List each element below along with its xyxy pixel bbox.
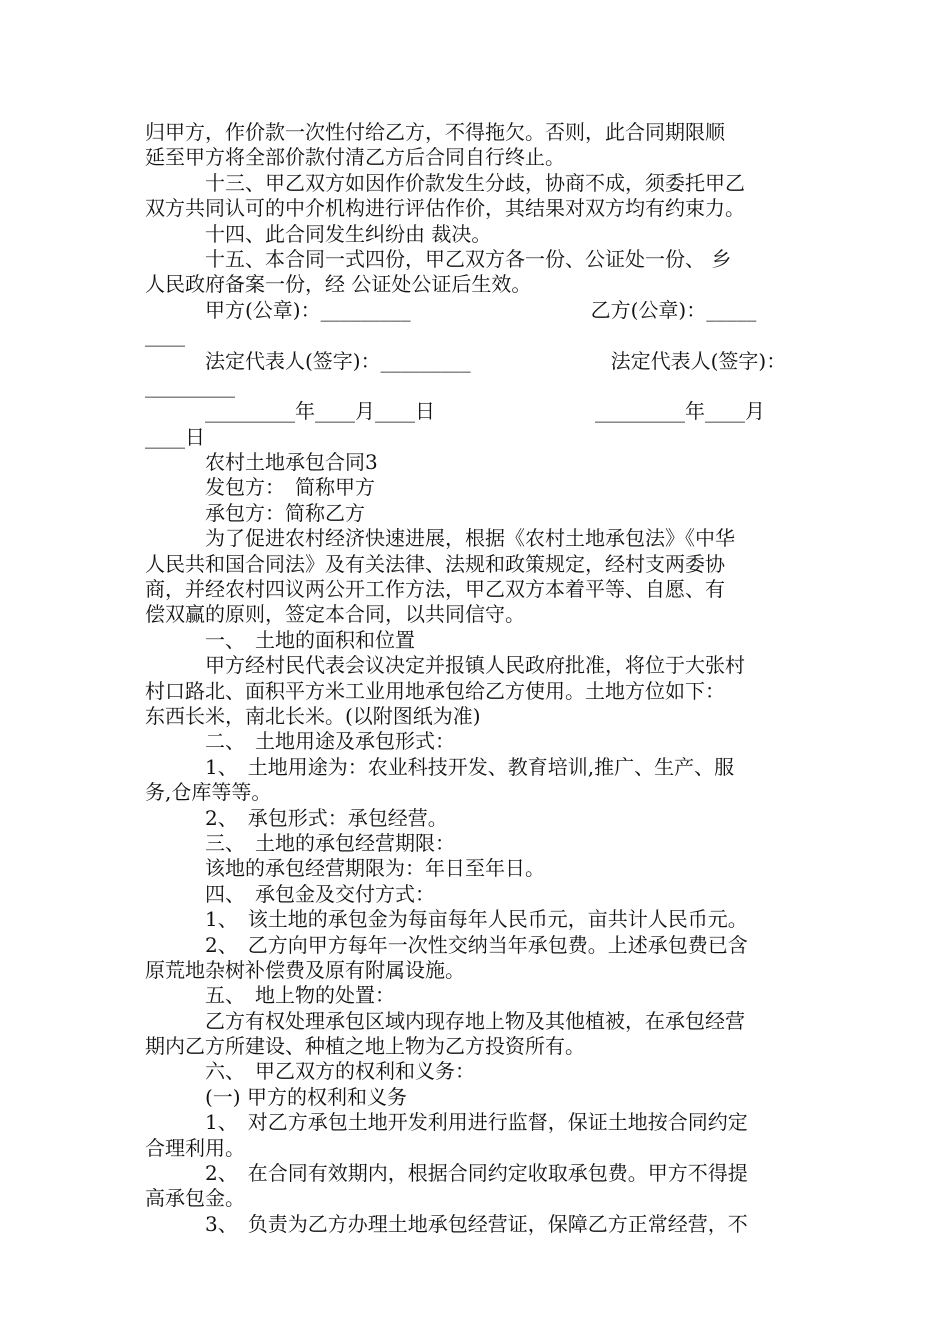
text-line: 十四、此合同发生纠纷由 裁决。 <box>145 221 492 246</box>
text-line: 延至甲方将全部价款付清乙方后合同自行终止。 <box>145 145 565 170</box>
document-body <box>145 120 810 1237</box>
section-heading: 四、 承包金及交付方式： <box>145 881 435 906</box>
text-line: 偿双赢的原则，签定本合同，以共同信守。 <box>145 602 525 627</box>
text-line: _________ <box>145 373 235 398</box>
section-heading: 三、 土地的承包经营期限： <box>145 830 455 855</box>
text-line: 合理利用。 <box>145 1135 245 1160</box>
text-line: 商，并经农村四议两公开工作方法，甲乙双方本着平等、自愿、有 <box>145 577 725 602</box>
text-line: 1、 对乙方承包土地开发利用进行监督，保证土地按合同约定 <box>145 1110 748 1135</box>
text-line: 归甲方，作价款一次性付给乙方，不得拖欠。否则，此合同期限顺 <box>145 120 725 144</box>
text-line: 十五、本合同一式四份，甲乙双方各一份、公证处一份、 乡 <box>145 246 732 271</box>
text-line: 3、 负责为乙方办理土地承包经营证，保障乙方正常经营，不 <box>145 1211 748 1236</box>
subsection-heading: (一) 甲方的权利和义务 <box>145 1084 407 1109</box>
contract-title: 农村土地承包合同3 <box>145 450 378 475</box>
text-line: 为了促进农村经济快速进展，根据《农村土地承包法》《中华 <box>145 526 735 551</box>
text-line: 2、 承包形式：承包经营。 <box>145 805 448 830</box>
text-line: 乙方有权处理承包区域内现存地上物及其他植被，在承包经营 <box>145 1008 745 1033</box>
section-heading: 一、 土地的面积和位置 <box>145 627 415 652</box>
text-line: 东西长米，南北长米。(以附图纸为准) <box>145 703 481 728</box>
text-line: 发包方： 简称甲方 <box>145 475 375 500</box>
text-line: 1、 该土地的承包金为每亩每年人民币元，亩共计人民币元。 <box>145 907 748 932</box>
date-line: _________年____月____日 _________年____月 <box>145 399 765 424</box>
text-line: 甲方经村民代表会议决定并报镇人民政府批准，将位于大张村 <box>145 653 745 678</box>
text-line: 十三、甲乙双方如因作价款发生分歧，协商不成，须委托甲乙 <box>145 170 745 195</box>
text-line: 期内乙方所建设、种植之地上物为乙方投资所有。 <box>145 1034 585 1059</box>
text-line: 承包方：简称乙方 <box>145 500 365 525</box>
text-line: ____日 <box>145 424 205 449</box>
signature-line-representatives: 法定代表人(签字)：_________ 法定代表人(签字)： <box>145 348 787 373</box>
text-line: 双方共同认可的中介机构进行评估作价，其结果对双方均有约束力。 <box>145 196 745 221</box>
text-line: 原荒地杂树补偿费及原有附属设施。 <box>145 957 465 982</box>
section-heading: 五、 地上物的处置： <box>145 983 395 1008</box>
text-line: 高承包金。 <box>145 1186 245 1211</box>
text-line: 1、 土地用途为：农业科技开发、教育培训,推广、生产、服 <box>145 754 735 779</box>
section-heading: 二、 土地用途及承包形式： <box>145 729 455 754</box>
text-line: 人民共和国合同法》及有关法律、法规和政策规定，经村支两委协 <box>145 551 725 576</box>
text-line: 2、 乙方向甲方每年一次性交纳当年承包费。上述承包费已含 <box>145 932 748 957</box>
text-line: 务,仓库等等。 <box>145 780 272 805</box>
signature-line-party-a-b: 甲方(公章)：_________ 乙方(公章)：_____ <box>145 297 757 322</box>
text-line: 2、 在合同有效期内，根据合同约定收取承包费。甲方不得提 <box>145 1161 748 1186</box>
text-line: 人民政府备案一份，经 公证处公证后生效。 <box>145 272 532 297</box>
section-heading: 六、 甲乙双方的权利和义务： <box>145 1059 475 1084</box>
text-line: ____ <box>145 323 185 348</box>
text-line: 村口路北、面积平方米工业用地承包给乙方使用。土地方位如下： <box>145 678 725 703</box>
text-line: 该地的承包经营期限为：年日至年日。 <box>145 856 545 881</box>
